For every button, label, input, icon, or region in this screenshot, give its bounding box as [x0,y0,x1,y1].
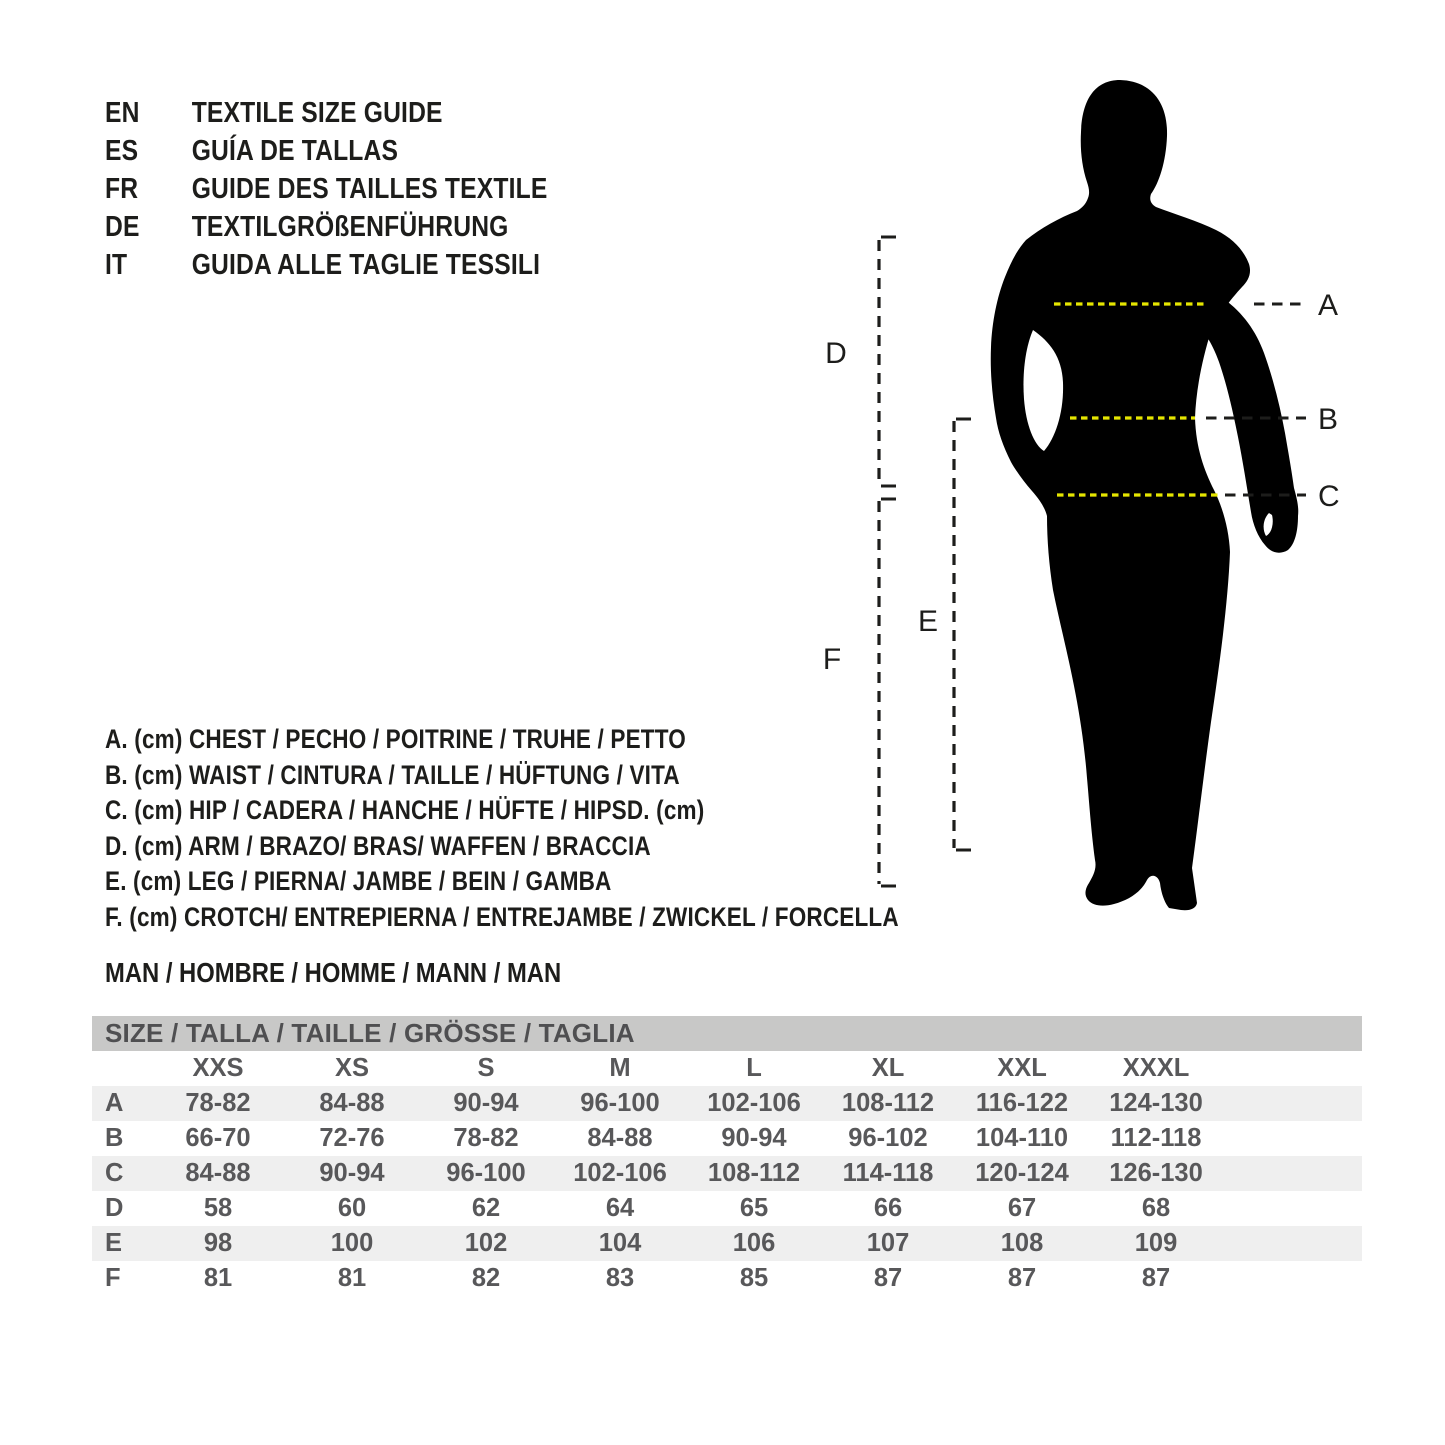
cell: 87 [1007,1264,1037,1292]
col-header: S [477,1054,495,1082]
waist-label: B [1318,403,1339,436]
table-row [92,1086,1362,1121]
cell: 58 [203,1194,233,1222]
row-label: C [105,1159,124,1187]
measurement-legend [105,722,899,935]
col-header: XXS [192,1054,244,1082]
size-table-section [92,1016,1362,1296]
cell: 124-130 [1109,1089,1203,1117]
language-title: GUIDE DES TAILLES TEXTILE [191,173,548,205]
table-row [92,1226,1362,1261]
col-header: XXXL [1122,1054,1190,1082]
cell: 72-76 [319,1124,385,1152]
size-table-header-bar: SIZE / TALLA / TAILLE / GRÖSSE / TAGLIA [92,1016,1362,1051]
cell: 78-82 [185,1089,251,1117]
col-header: XL [871,1054,905,1082]
language-code: EN [105,97,140,129]
cell: 62 [471,1194,501,1222]
language-code: DE [105,211,140,243]
legend-item-leg: E. (cm) LEG / PIERNA/ JAMBE / BEIN / GAMBA [105,866,612,896]
cell: 96-102 [848,1124,928,1152]
cell: 120-124 [975,1159,1069,1187]
leg-label: E [917,605,939,638]
cell: 90-94 [453,1089,519,1117]
cell: 98 [203,1229,233,1257]
cell: 66 [873,1194,903,1222]
cell: 65 [739,1194,769,1222]
hip-label: C [1318,480,1340,513]
cell: 84-88 [319,1089,385,1117]
row-label: E [105,1229,123,1257]
cell: 96-100 [446,1159,526,1187]
cell: 102-106 [573,1159,667,1187]
cell: 68 [1141,1194,1171,1222]
cell: 90-94 [721,1124,787,1152]
language-title: GUIDA ALLE TAGLIE TESSILI [191,249,541,281]
cell: 102-106 [707,1089,801,1117]
cell: 104-110 [975,1124,1069,1152]
table-row [92,1261,1362,1296]
section-title-man: MAN / HOMBRE / HOMME / MANN / MAN [105,957,562,988]
cell: 100 [330,1229,374,1257]
col-header: L [746,1054,762,1082]
cell: 126-130 [1109,1159,1203,1187]
cell: 108 [1000,1229,1044,1257]
cell: 85 [739,1264,769,1292]
crotch-label: F [822,643,842,676]
language-title: GUÍA DE TALLAS [191,135,399,167]
cell: 84-88 [587,1124,653,1152]
cell: 81 [337,1264,367,1292]
legend-item-hip: C. (cm) HIP / CADERA / HANCHE / HÜFTE / HIPSD. (cm) [105,795,705,825]
cell: 109 [1134,1229,1178,1257]
language-title: TEXTILGRÖßENFÜHRUNG [191,211,509,243]
cell: 84-88 [185,1159,251,1187]
cell: 108-112 [707,1159,801,1187]
table-row [92,1191,1362,1226]
legend-item-crotch: F. (cm) CROTCH/ ENTREPIERNA / ENTREJAMBE / ZWICKEL / FORCELLA [105,901,899,932]
row-label: A [105,1089,124,1117]
cell: 78-82 [453,1124,519,1152]
row-label: B [105,1124,124,1152]
arm-label: D [825,337,847,370]
legend-item-arm: D. (cm) ARM / BRAZO/ BRAS/ WAFFEN / BRACCIA [105,830,651,861]
cell: 90-94 [319,1159,385,1187]
cell: 106 [732,1229,776,1257]
arm-measure-line [825,237,896,486]
legend-item-chest: A. (cm) CHEST / PECHO / POITRINE / TRUHE / PETTO [105,724,686,754]
row-label: D [105,1194,124,1222]
cell: 83 [605,1264,635,1292]
size-table [92,1051,1362,1296]
legend-item-waist: B. (cm) WAIST / CINTURA / TAILLE / HÜFTUNG / VITA [105,759,680,790]
table-row [92,1156,1362,1191]
cell: 102 [464,1229,508,1257]
col-header: XXL [997,1054,1047,1082]
language-title: TEXTILE SIZE GUIDE [191,97,443,129]
cell: 87 [1141,1264,1171,1292]
language-code: IT [105,249,128,281]
cell: 82 [471,1264,501,1292]
leg-measure-line [918,419,971,850]
cell: 81 [203,1264,233,1292]
cell: 107 [866,1229,910,1257]
cell: 96-100 [580,1089,660,1117]
cell: 60 [337,1194,367,1222]
size-table-column-header-row [92,1051,1362,1086]
cell: 64 [605,1194,635,1222]
cell: 114-118 [842,1159,934,1187]
col-header: XS [334,1054,370,1082]
chest-label: A [1318,289,1339,322]
cell: 104 [598,1229,642,1257]
cell: 66-70 [185,1124,251,1152]
row-label: F [105,1264,121,1292]
cell: 87 [873,1264,903,1292]
col-header: M [609,1054,631,1082]
cell: 67 [1007,1194,1037,1222]
cell: 108-112 [841,1089,935,1117]
cell: 112-118 [1110,1124,1202,1152]
language-code: ES [105,135,139,167]
table-row [92,1121,1362,1156]
cell: 116-122 [975,1089,1069,1117]
language-code: FR [105,173,139,205]
